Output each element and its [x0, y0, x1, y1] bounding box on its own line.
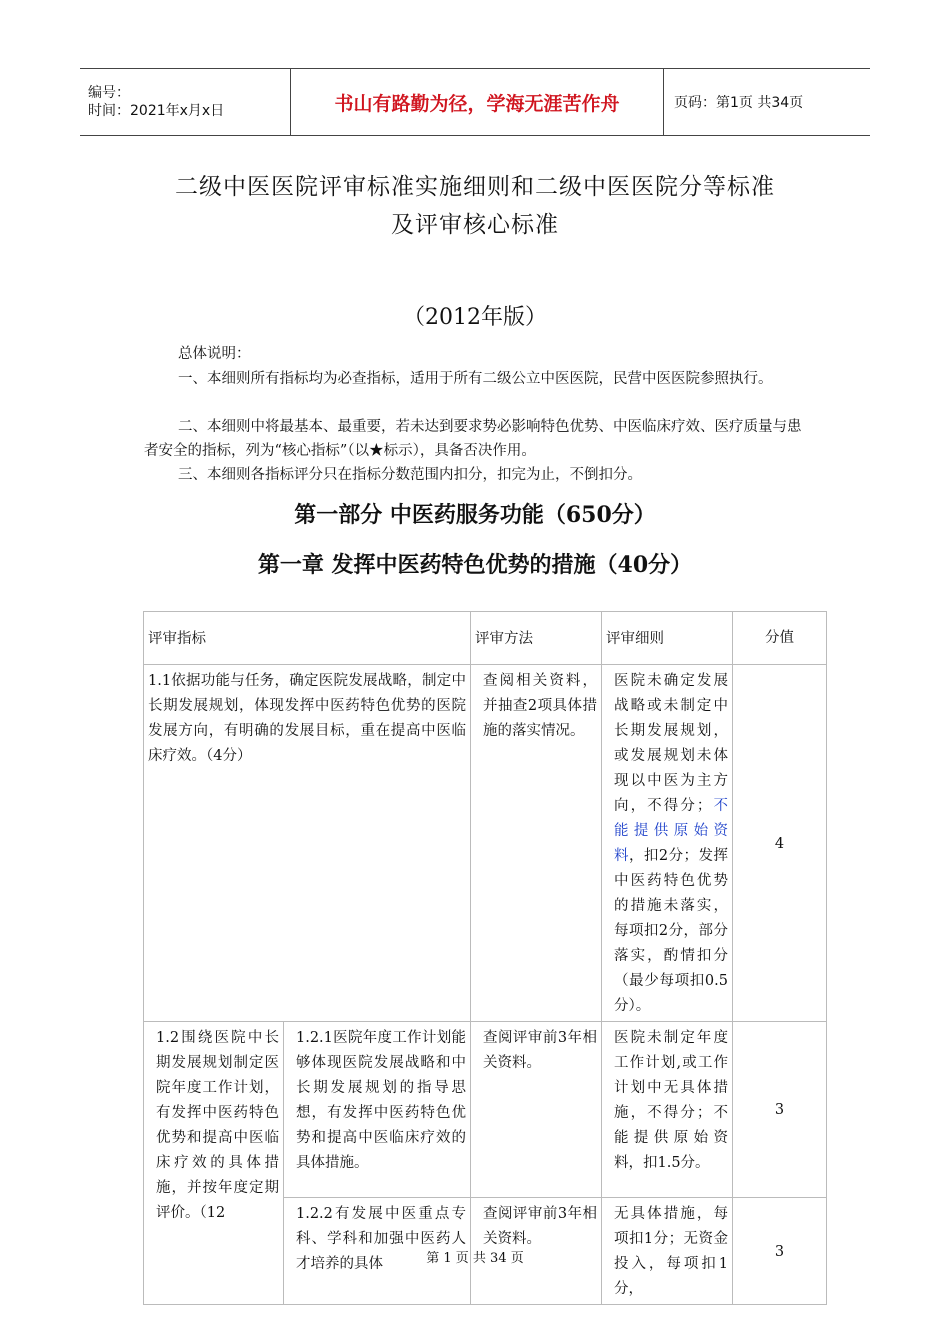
row1-detail-b: 不能提供原始资料 — [614, 798, 729, 864]
table-row — [144, 665, 827, 1022]
row2-sub2-score: 3 — [733, 1198, 827, 1305]
doc-title-line1: 二级中医医院评审标准实施细则和二级中医医院分等标准 — [175, 174, 775, 200]
intro-paragraph-3: 三、本细则各指标评分只在指标分数范围内扣分，扣完为止，不倒扣分。 — [178, 467, 642, 483]
row1-detail — [602, 665, 733, 1022]
header-method: 评审方法 — [471, 612, 602, 665]
row2-sub1-detail: 医院未制定年度工作计划,或工作计划中无具体措施，不得分；不能提供原始资料，扣1.5分。 — [602, 1022, 733, 1198]
row1-method: 查阅相关资料，并抽查2项具体措施的落实情况。 — [471, 665, 602, 1022]
header-motto: 书山有路勤为径，学海无涯苦作舟 — [291, 69, 664, 136]
chapter-title: 第一章 发挥中医药特色优势的措施（40分） — [257, 552, 693, 578]
row1-detail-a: 医院未确定发展战略或未制定中长期发展规划，或发展规划未体现以中医为主方向，不得分； — [614, 673, 728, 814]
row1-indicator: 1.1依据功能与任务，确定医院发展战略，制定中长期发展规划，体现发挥中医药特色优势的医院发展方向，有明确的发展目标，重在提高中医临床疗效。（4分） — [144, 665, 471, 1022]
page-footer: 第 1 页 共 34 页 — [426, 1251, 524, 1266]
criteria-table — [143, 611, 827, 1305]
header-indicator: 评审指标 — [144, 612, 471, 665]
doc-title-line2: 及评审核心标准 — [391, 212, 559, 238]
page-header — [80, 68, 870, 136]
row2-group-indicator: 1.2围绕医院中长期发展规划制定医院年度工作计划，有发挥中医药特色优势和提高中医临床疗效的具体措施，并按年度定期评价。（12 — [144, 1022, 284, 1305]
doc-edition: （2012年版） — [403, 305, 547, 330]
intro-paragraph-2: 二、本细则中将最基本、最重要，若未达到要求势必影响特色优势、中医临床疗效、医疗质量与患者安全的指标，列为“核心指标”（以★标示），具备否决作用。 — [144, 419, 802, 459]
row2-sub1-score: 3 — [733, 1022, 827, 1198]
row1-score: 4 — [733, 665, 827, 1022]
row2-sub1-indicator: 1.2.1医院年度工作计划能够体现医院发展战略和中长期发展规划的指导思想，有发挥中医药特色优势和提高中医临床疗效的具体措施。 — [284, 1022, 471, 1198]
header-score — [733, 612, 827, 665]
table-header-row — [144, 612, 827, 665]
header-page-info: 页码：第1页 共34页 — [664, 69, 871, 136]
row2-sub2-detail: 无具体措施，每项扣1分；无资金投入，每项扣1分， — [602, 1198, 733, 1305]
row2-sub2-method: 查阅评审前3年相关资料。 — [471, 1198, 602, 1305]
table-row — [144, 1022, 827, 1198]
date-line: 时间：2021年x月x日 — [88, 103, 225, 119]
header-detail: 评审细则 — [602, 612, 733, 665]
row1-detail-c: ，扣2分；发挥中医药特色优势的措施未落实，每项扣2分，部分落实，酌情扣分（最少每项扣0.5分）。 — [614, 848, 728, 1014]
header-score-text: 分值 — [765, 630, 794, 646]
intro-paragraph-1: 一、本细则所有指标均为必查指标，适用于所有二级公立中医医院，民营中医医院参照执行。 — [178, 371, 773, 387]
header-meta — [80, 69, 291, 136]
intro-heading: 总体说明： — [178, 346, 251, 362]
part-title: 第一部分 中医药服务功能（650分） — [294, 502, 656, 528]
number-label: 编号： — [88, 85, 130, 101]
row2-sub1-method: 查阅评审前3年相关资料。 — [471, 1022, 602, 1198]
row2-sub2-indicator: 1.2.2有发展中医重点专科、学科和加强中医药人才培养的具体 — [284, 1198, 471, 1305]
